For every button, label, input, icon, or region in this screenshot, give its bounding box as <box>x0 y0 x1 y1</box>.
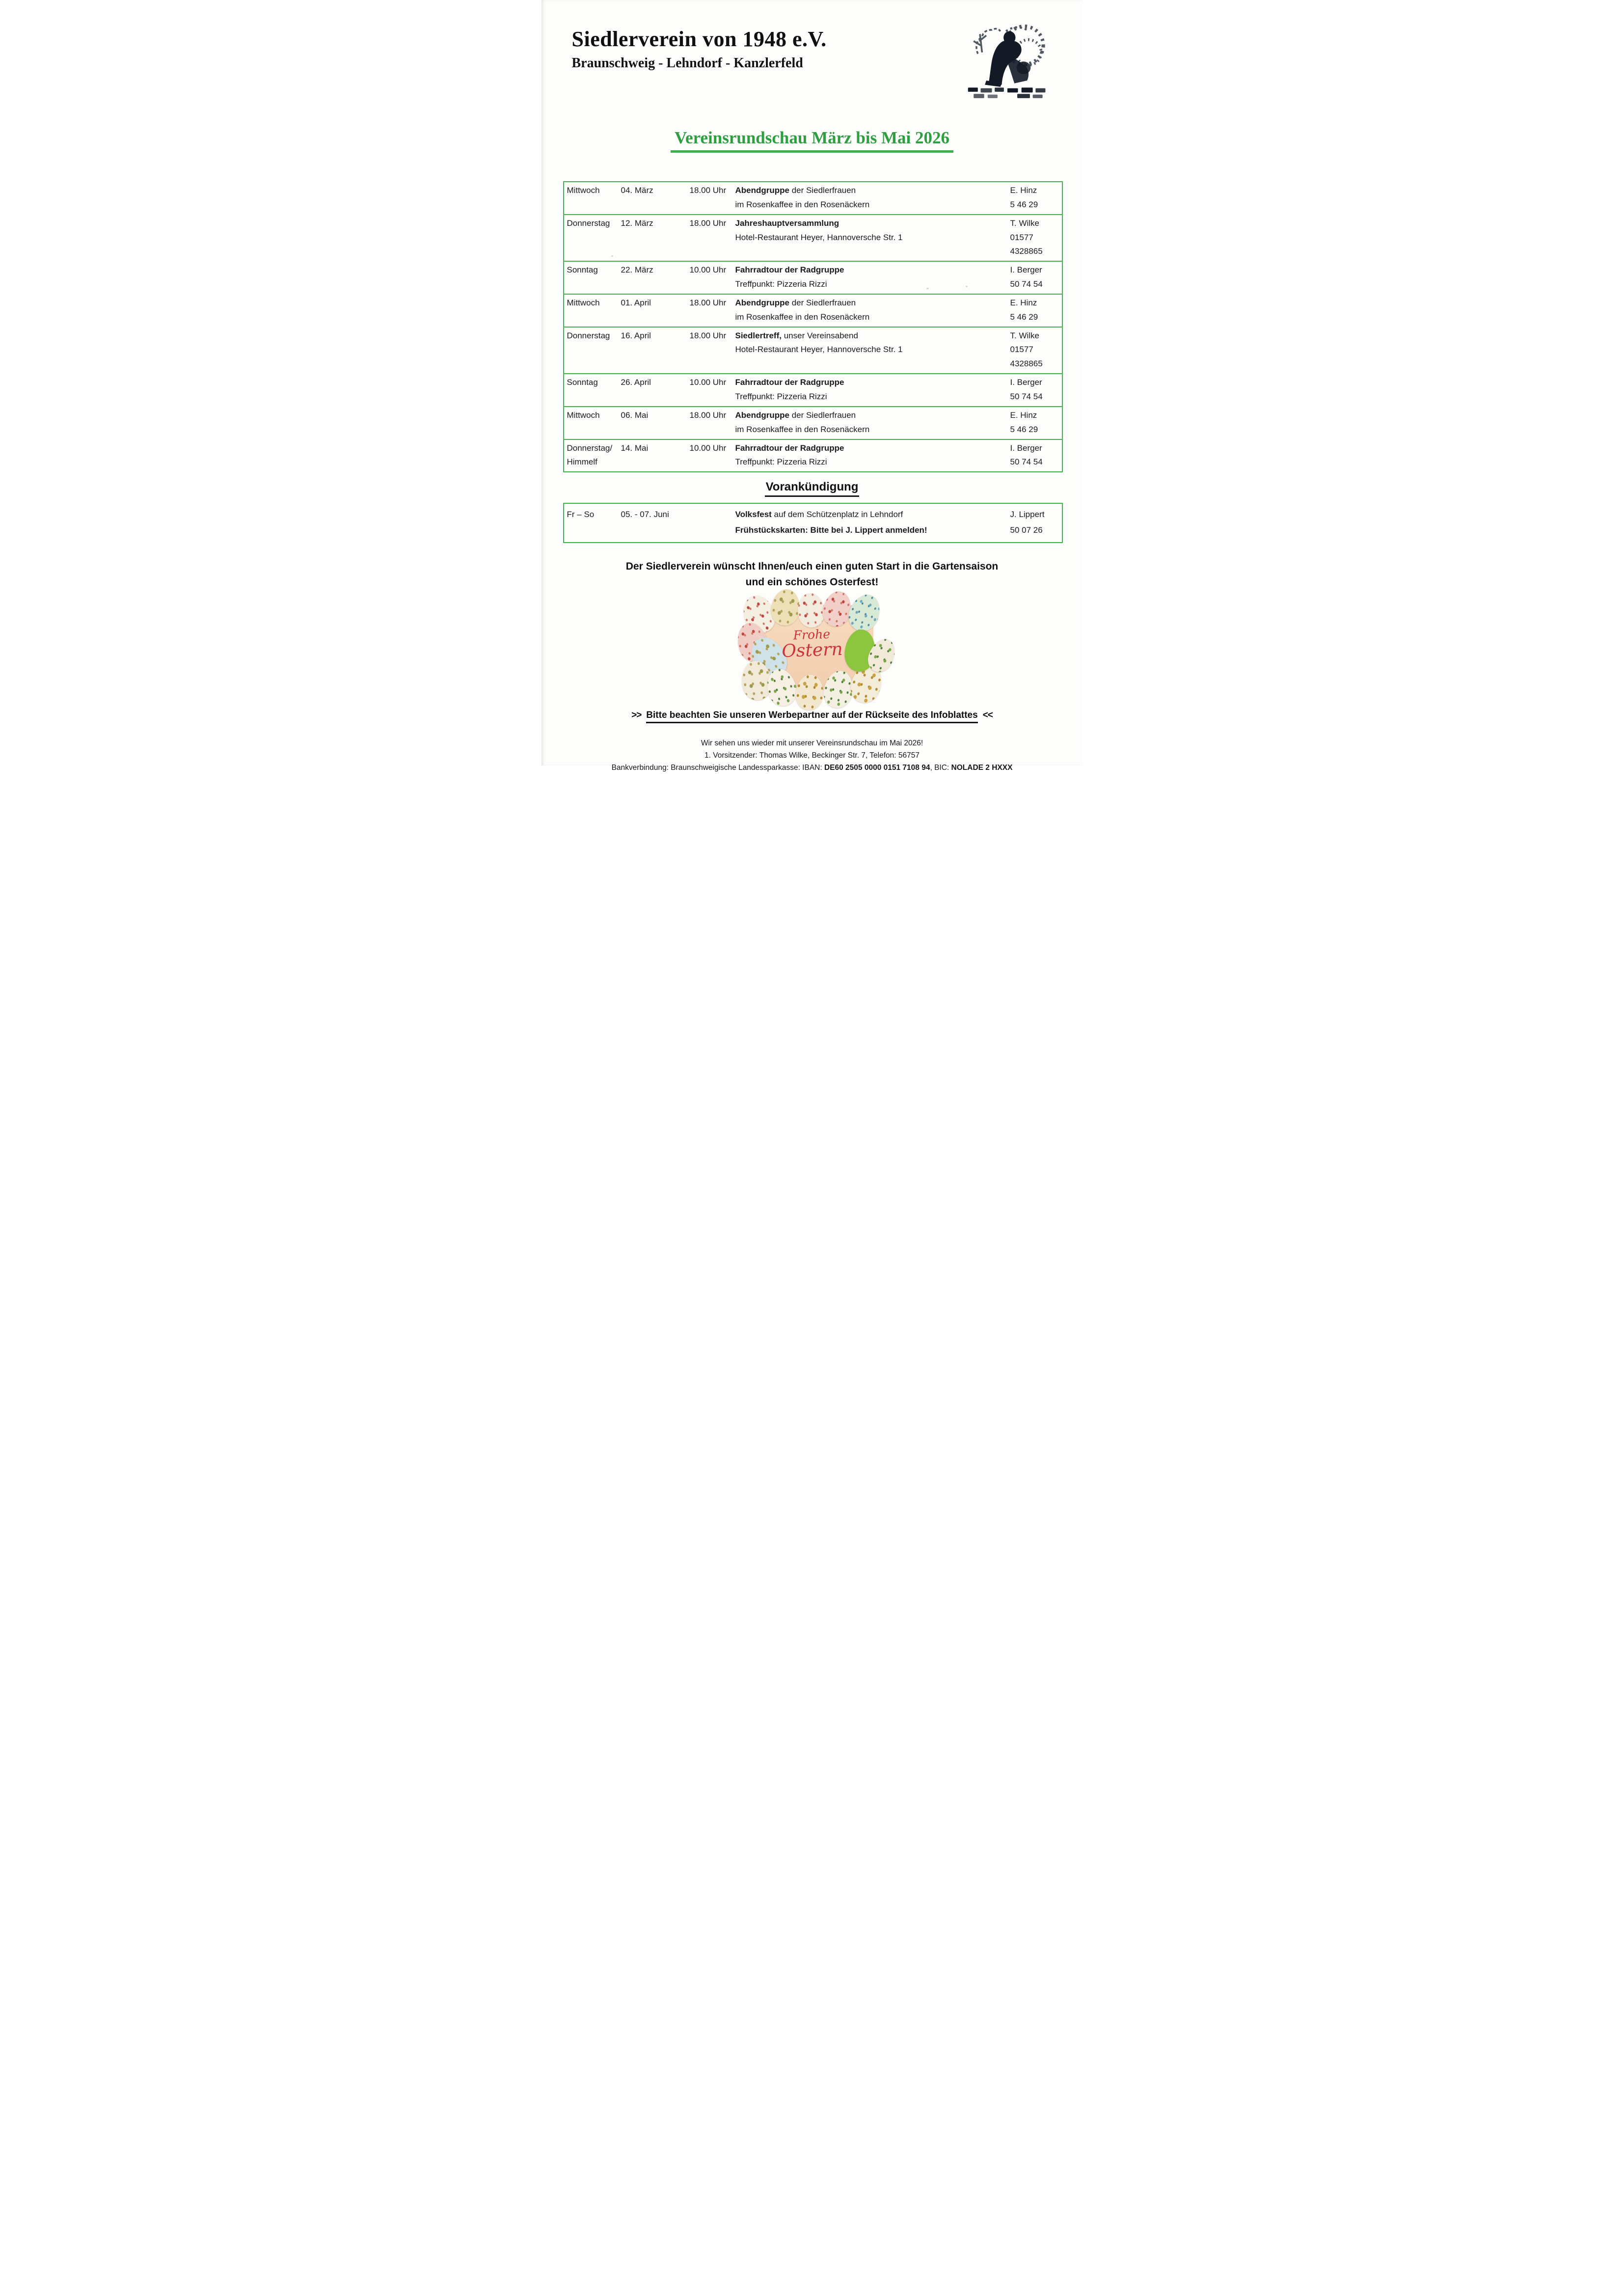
table-row <box>564 327 1062 374</box>
event-cell: Abendgruppe der Siedlerfrauen im Rosenkaffee in den Rosenäckern <box>735 298 870 322</box>
day-cell: Sonntag <box>567 265 598 275</box>
schedule-table <box>563 181 1063 472</box>
date-cell: 04. März <box>621 186 653 195</box>
scan-speck <box>926 288 929 289</box>
event-cell: Jahreshauptversammlung Hotel-Restaurant Heyer, Hannoversche Str. 1 <box>735 218 903 242</box>
time-cell: 10.00 Uhr <box>689 378 727 387</box>
time-cell: 18.00 Uhr <box>689 410 727 420</box>
footer <box>541 738 1083 774</box>
event-cell: Abendgruppe der Siedlerfrauen im Rosenkaffee in den Rosenäckern <box>735 186 870 209</box>
time-cell: 18.00 Uhr <box>689 186 727 195</box>
date-cell: 12. März <box>621 218 653 228</box>
easter-egg <box>819 588 855 629</box>
contact-cell: E. Hinz 5 46 29 <box>1010 298 1038 322</box>
newsletter-heading: Vereinsrundschau März bis Mai 2026 <box>671 128 953 153</box>
time-cell: 10.00 Uhr <box>689 443 727 453</box>
contact-cell: J. Lippert 50 07 26 <box>1010 510 1045 535</box>
event-cell: Fahrradtour der Radgruppe Treffpunkt: Pizzeria Rizzi <box>735 443 844 467</box>
announcement-row <box>564 504 1062 542</box>
date-cell: 16. April <box>621 330 651 340</box>
page-title: Siedlerverein von 1948 e.V. <box>571 27 827 51</box>
date-cell: 01. April <box>621 298 651 307</box>
announcement-heading: Vorankündigung <box>765 480 860 497</box>
day-cell: Mittwoch <box>567 186 600 195</box>
table-row <box>564 373 1062 406</box>
contact-cell: T. Wilke 01577 4328865 <box>1010 218 1043 256</box>
contact-cell: I. Berger 50 74 54 <box>1010 443 1043 467</box>
announcement-box <box>563 503 1063 543</box>
partner-note: >> Bitte beachten Sie unseren Werbepartner auf der Rückseite des Infoblattes << <box>541 710 1083 721</box>
day-cell: Mittwoch <box>567 298 600 307</box>
date-cell: 05. - 07. Juni <box>621 510 669 519</box>
day-cell: Donnerstag <box>567 218 610 228</box>
contact-cell: I. Berger 50 74 54 <box>1010 265 1043 289</box>
contact-cell: I. Berger 50 74 54 <box>1010 378 1043 401</box>
day-cell: Mittwoch <box>567 410 600 420</box>
footer-next-issue: Wir sehen uns wieder mit unserer Vereinsrundschau im Mai 2026! <box>701 738 923 747</box>
date-cell: 22. März <box>621 265 653 275</box>
scan-speck <box>611 255 613 257</box>
date-cell: 06. Mai <box>621 410 649 420</box>
event-cell: Fahrradtour der Radgruppe Treffpunkt: Pizzeria Rizzi <box>735 378 844 401</box>
event-cell: Abendgruppe der Siedlerfrauen im Rosenkaffee in den Rosenäckern <box>735 410 870 434</box>
day-cell: Fr – So <box>567 510 595 519</box>
chevrons-right-icon: >> <box>631 710 642 720</box>
iban-value: DE60 2505 0000 0151 7108 94 <box>824 763 930 772</box>
event-cell: Siedlertreff, unser Vereinsabend Hotel-Restaurant Heyer, Hannoversche Str. 1 <box>735 330 903 355</box>
table-row <box>564 294 1062 327</box>
contact-cell: T. Wilke 01577 4328865 <box>1010 330 1043 369</box>
time-cell: 10.00 Uhr <box>689 265 727 275</box>
footer-bank-details: Bankverbindung: Braunschweigische Landessparkasse: IBAN: DE60 2505 0000 0151 7108 94, BIC: NOLADE 2 HXXX <box>611 763 1013 772</box>
newsletter-page <box>541 0 1083 772</box>
event-cell: Volksfest auf dem Schützenplatz in Lehndorf Frühstückskarten: Bitte bei J. Lippert anmelden! <box>735 510 927 535</box>
footer-chairman: 1. Vorsitzender: Thomas Wilke, Beckinger Str. 7, Telefon: 56757 <box>704 751 920 760</box>
greeting-message: Der Siedlerverein wünscht Ihnen/euch einen guten Start in die Gartensaison und ein schönes Osterfest! <box>625 560 999 588</box>
time-cell: 18.00 Uhr <box>689 330 727 340</box>
table-row <box>564 182 1062 214</box>
chevrons-left-icon: << <box>982 710 993 720</box>
easter-greeting-text: Frohe Ostern <box>781 627 843 662</box>
date-cell: 14. Mai <box>621 443 649 453</box>
bic-value: NOLADE 2 HXXX <box>951 763 1013 772</box>
day-cell: Donnerstag/ Himmelf <box>567 443 613 467</box>
easter-egg <box>794 673 825 711</box>
easter-egg <box>796 592 826 629</box>
table-row <box>564 439 1062 472</box>
event-cell: Fahrradtour der Radgruppe Treffpunkt: Pizzeria Rizzi <box>735 265 844 289</box>
club-logo-kneeling-gardener-icon <box>965 21 1050 103</box>
table-row <box>564 214 1062 261</box>
time-cell <box>690 510 735 535</box>
time-cell: 18.00 Uhr <box>689 218 727 228</box>
day-cell: Donnerstag <box>567 330 610 340</box>
page-subtitle: Braunschweig - Lehndorf - Kanzlerfeld <box>571 55 803 71</box>
easter-image <box>751 605 873 690</box>
table-row <box>564 261 1062 294</box>
time-cell: 18.00 Uhr <box>689 298 727 307</box>
day-cell: Sonntag <box>567 378 598 387</box>
scan-speck <box>966 286 968 287</box>
date-cell: 26. April <box>621 378 651 387</box>
contact-cell: E. Hinz 5 46 29 <box>1010 410 1038 434</box>
contact-cell: E. Hinz 5 46 29 <box>1010 186 1038 209</box>
table-row <box>564 406 1062 439</box>
